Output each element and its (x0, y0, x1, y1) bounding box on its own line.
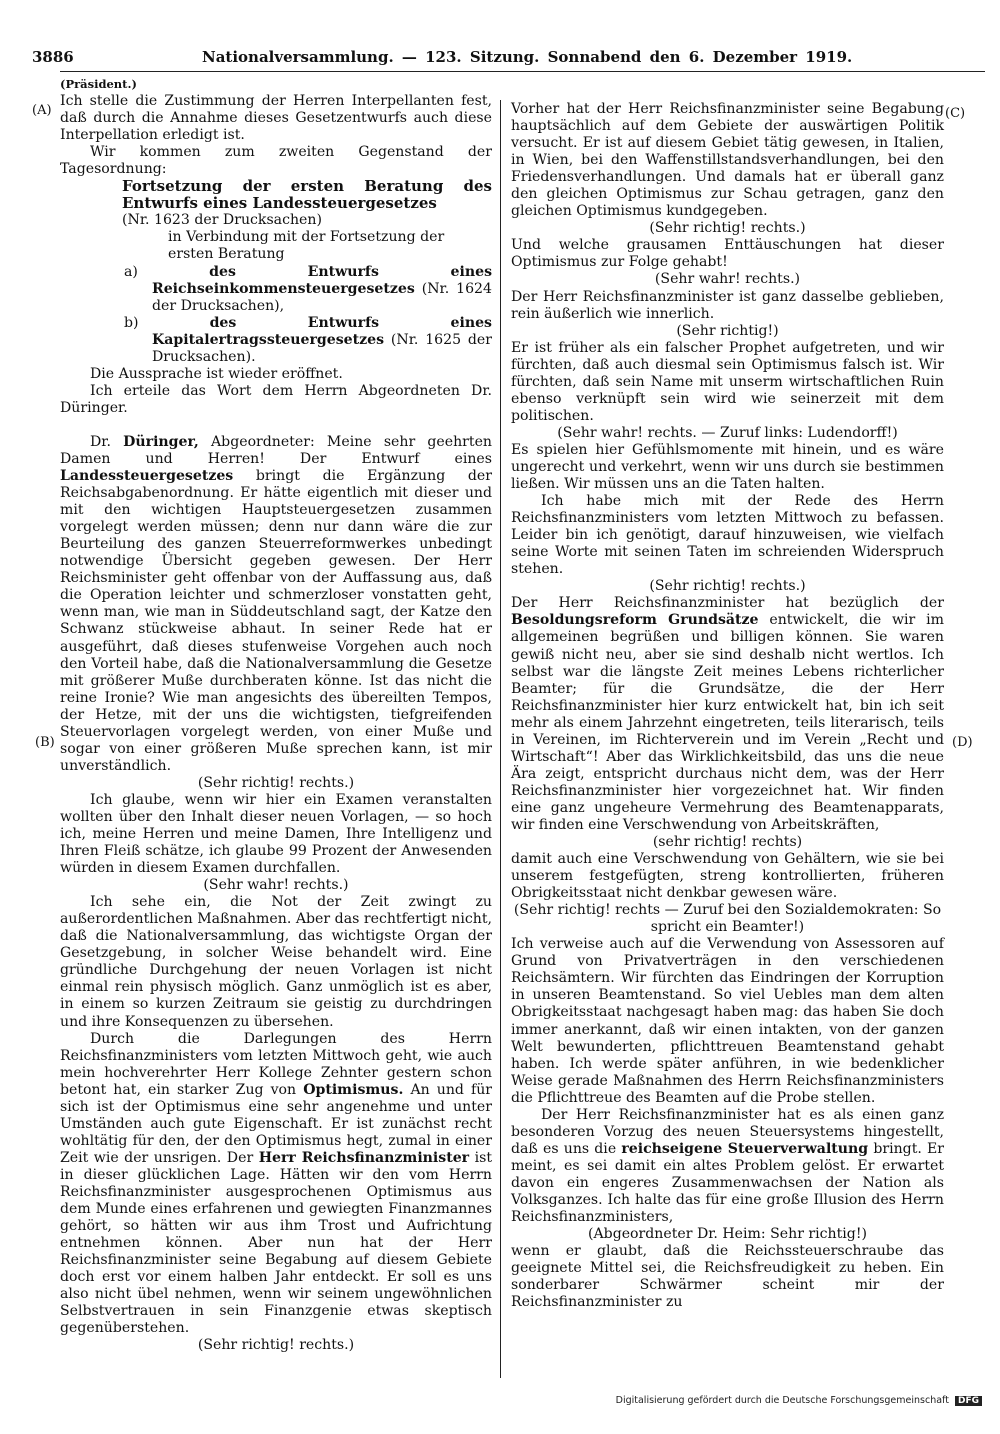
item-label: a) (124, 263, 138, 280)
text: Der Herr Reichsfinanzminister hat bezüglich der (511, 595, 944, 612)
interjection: (Sehr wahr! rechts. — Zuruf links: Ludendorff!) (557, 424, 898, 441)
paragraph (511, 595, 944, 834)
paragraph: Und welche grausamen Enttäuschungen hat dieser Optimismus zur Folge gehabt! (511, 237, 944, 271)
paragraph: Die Aussprache ist wieder eröffnet. (90, 365, 343, 382)
speaker-prefix: Dr. (90, 433, 111, 450)
paragraph: Ich erteile das Wort dem Herrn Abgeordneten Dr. Düringer. (60, 382, 492, 416)
footer-text: Digitalisierung gefördert durch die Deutsche Forschungsgemeinschaft (615, 1395, 949, 1406)
paragraph: damit auch eine Verschwendung von Gehältern, wie sie bei unserem festgefügten, streng kontrollierten, früheren Obrigkeitsstaat nicht denkbar gewesen wäre. (511, 851, 944, 902)
right-column (511, 101, 944, 1311)
speaker-tag: (Präsident.) (60, 77, 137, 91)
text-emphasis: Landessteuergesetzes (60, 468, 234, 485)
item-reference: (Nr. 1624 der Drucksachen), (152, 280, 492, 314)
left-column (60, 76, 492, 1354)
text: ist in dieser glücklichen Lage. Hätten wir den vom Herrn Reichsfinanzminister ausgesprochenen Optimismus aus dem Munde eines erfahrenen und gewiegten Finanzmannes gehört, so hätten wir aus ihm Trost und Aufrichtung entnehmen können. Aber nun hat der Herr Reichsfinanzminister seine Begabung auf diesem Gebiete doch erst vor einem halben Jahr entdeckt. Er soll es uns also nicht übel nehmen, wenn wir seinem ungewöhnlichen Selbstvertrauen in sein Finanzgenie etwas skeptisch gegenüberstehen. (60, 1149, 493, 1337)
page-title: Nationalversammlung. — 123. Sitzung. Sonnabend den 6. Dezember 1919. (202, 48, 853, 66)
interjection: (Sehr wahr! rechts.) (203, 877, 349, 894)
dfg-logo: DFG (955, 1396, 982, 1406)
speaker-name: Düringer, (123, 433, 199, 450)
paragraph: Er ist früher als ein falscher Prophet aufgetreten, und wir fürchten, daß auch diesmal sein Optimismus falsch ist. Wir fürchten, daß sein Name mit unserm wirtschaftlichen Ruin ebenso verknüpft sein wird wie seinerzeit mit dem politischen. (511, 339, 944, 424)
column-divider (500, 100, 501, 1378)
text: Durch die Darlegungen des Herrn Reichsfinanzministers vom letzten Mittwoch geht, wie auch mein hochverehrter Herr Kollege Zehnter gestern schon betont hat, ein starker Zug von (60, 1030, 492, 1098)
text: Meine sehr geehrten Damen und Herren! Der Entwurf eines (60, 433, 492, 467)
paragraph: Ich glaube, wenn wir hier ein Examen veranstalten wollten über den Inhalt dieser neuen Vorlagen, — so hoch ich, meine Herren und meine Damen, Ihre Intelligenz und Ihren Fleiß schätze, ich glaube 99 Prozent der Anwesenden würden in diesem Examen durchfallen. (60, 791, 492, 877)
text-emphasis: Optimismus. (303, 1081, 404, 1098)
paragraph: Ich verweise auch auf die Verwendung von Assessoren auf Grund von Privatverträgen in den verschiedenen Reichsämtern. Wir fürchten das Eindringen der Korruption in unseren Beamtenstand. So viel Uebles man dem alten Obrigkeitsstaat nachgesagt haben mag: das haben Sie doch immer anerkannt, daß wir einen intakten, von der ganzen Welt bewunderten, pflichttreuen Beamtenstand gehabt haben. Ich werde später anführen, in wie bedenklicher Weise gerade Maßnahmen des Herrn Reichsfinanzministers die Pflichttreue des Beamten auf die Probe stellen. (511, 936, 944, 1106)
paragraph: wenn er glaubt, daß die Reichssteuerschraube das geeignete Mittel sei, die Reichsfreudigkeit zu heben. Ein sonderbarer Schwärmer scheint mir der Reichsfinanzminister zu (511, 1243, 944, 1311)
text: An und für sich ist der Optimismus eine sehr angenehme und unter Umständen auch gute Eigenschaft. Er ist zunächst recht wohltätig für den, der den Optimismus hegt, zumal in einer Zeit wie der unsrigen. Der (60, 1081, 493, 1166)
paragraph: Wir kommen zum zweiten Gegenstand der Tagesordnung: (60, 144, 492, 178)
item-label: b) (124, 314, 139, 331)
speech-paragraph (60, 434, 492, 775)
interjection: (Sehr richtig! rechts — Zuruf bei den Sozialdemokraten: So spricht ein Beamter!) (513, 902, 942, 936)
page-header (32, 48, 982, 70)
item-reference: (Nr. 1625 der Drucksachen). (152, 331, 492, 365)
footer (616, 1395, 982, 1406)
text: bringt. Er meint, es sei damit ein altes Problem gelöst. Er erwartet davon ein engeres Zusammenwachsen der Nation als Volksganzes. Ich halte das für eine große Illusion des Herrn Reichsfinanzministers, (511, 1140, 945, 1226)
interjection: (Sehr wahr! rechts.) (654, 271, 801, 288)
text: entwickelt, die wir im allgemeinen begrüßen und billigen können. Sie waren gewiß nicht neu, aber sie sind deshalb nicht wertlos. Ich selbst war die längste Zeit meines Lebens richterlicher Beamter; für die Grundsätze, die der Herr Reichsfinanzminister hier kurz entwickelt hat, bin ich seit mehr als einem Jahrzehnt eingetreten, teils literarisch, teils in Vereinen, im Richterverein und im Verein „Recht und Wirtschaft“! Aber das Wirklichkeitsbild, das uns die neue Ära zeigt, entspricht durchaus nicht dem, was der Herr Reichsfinanzminister hier vorgezeichnet hat. Wir finden eine ganz ungeheure Vermehrung des Beamtenapparats, wir finden eine Verschwendung von Arbeitskräften, (511, 612, 945, 833)
interjection: (Sehr richtig! rechts.) (649, 220, 806, 237)
agenda-item-a (60, 264, 492, 315)
text-emphasis: Herr Reichsfinanzminister (258, 1149, 470, 1166)
header-rule (60, 71, 985, 72)
agenda-connector: in Verbindung mit der Fortsetzung der ersten Beratung (168, 229, 445, 263)
interjection: (Sehr richtig! rechts.) (197, 774, 355, 791)
agenda-item-b (60, 315, 492, 366)
interjection: (Sehr richtig!) (676, 322, 779, 339)
agenda-title: Fortsetzung der ersten Beratung des Entwurfs eines Landessteuergesetzes (122, 177, 492, 213)
text-emphasis: reichseigene Steuerverwaltung (621, 1140, 869, 1157)
paragraph: Vorher hat der Herr Reichsfinanzminister seine Begabung hauptsächlich auf dem Gebiete der auswärtigen Politik versucht. Er ist auf diesem Gebiet tätig gewesen, in Italien, in Wien, bei den Waffenstillstandsverhandlungen, bei den Friedensverhandlungen. Und damals hat er überall ganz den gleichen Optimismus zur Schau getragen, ganz den gleichen Optimismus kundgegeben. (511, 101, 944, 220)
paragraph: Ich stelle die Zustimmung der Herren Interpellanten fest, daß durch die Annahme dieses Gesetzentwurfs auch diese Interpellation erledigt ist. (60, 93, 492, 144)
paragraph: Es spielen hier Gefühlsmomente mit hinein, und es wäre ungerecht und verkehrt, wenn wir uns durch sie bestimmen ließen. Wir müssen uns an die Taten halten. (511, 441, 944, 493)
page-number: 3886 (32, 48, 74, 66)
paragraph: Der Herr Reichsfinanzminister ist ganz dasselbe geblieben, rein äußerlich wie innerlich. (511, 288, 944, 322)
paragraph: Ich sehe ein, die Not der Zeit zwingt zu außerordentlichen Maßnahmen. Aber das rechtfertigt nicht, daß die Nationalversammlung, das wichtigste Organ der Gesetzgebung, in solcher Weise behandelt wird. Eine gründliche Durchgehung der neuen Vorlagen ist nicht einmal rein physisch möglich. Ganz unmöglich ist es aber, in einem so kurzen Zeitraum sie geistig zu durchdringen und ihre Konsequenzen zu übersehen. (60, 894, 492, 1030)
text-emphasis: Besoldungsreform Grundsätze (511, 612, 759, 629)
margin-marker-b: (B) (35, 735, 55, 750)
interjection: (Sehr richtig! rechts.) (649, 578, 806, 595)
paragraph (60, 1031, 492, 1338)
paragraph: Ich habe mich mit der Rede des Herrn Reichsfinanzministers vom letzten Mittwoch zu befassen. Leider bin ich genötigt, darauf hinzuweisen, wie vielfach seine Worte mit seinen Taten im schreienden Widerspruch stehen. (511, 493, 944, 578)
text: Der Herr Reichsfinanzminister hat es als einen ganz besonderen Vorzug des neuen Steuersystems hingestellt, daß es uns die (511, 1106, 944, 1157)
item-title: des Entwurfs eines Reichseinkommensteuergesetzes (152, 263, 493, 297)
margin-marker-a: (A) (32, 103, 52, 118)
interjection: (Abgeordneter Dr. Heim: Sehr richtig!) (588, 1226, 867, 1243)
margin-marker-d: (D) (952, 735, 973, 750)
text: bringt die Ergänzung der Reichsabgabenordnung. Er hätte eigentlich mit dieser und mit den wichtigen Hauptsteuergesetzen zusammen vorgelegt werden müssen; denn nur dann wäre die zur Beurteilung des ganzen Steuerreformwerkes unbedingt notwendige Übersicht gegeben gewesen. Der Herr Reichsminister geht offenbar von der Auffassung aus, daß die Operation leichter und schmerzloser vonstatten geht, wenn man, wie man in Süddeutschland sagt, der Katze den Schwanz stückweise abhaut. In seiner Rede hat er ausgeführt, daß dieses stufenweise Vorgehen auch noch den Vorteil habe, daß die Nationalversammlung die Gesetze mit größerer Muße durchberaten könne. Ist das nicht die reine Ironie? Wie man angesichts des übereilten Tempos, der Hetze, mit der uns die wichtigsten, tiefgreifenden Steuervorlagen vorgelegt werden, von einer Muße und sogar von einer größeren Muße sprechen kann, ist mir unverständlich. (60, 468, 492, 774)
paragraph (511, 1107, 944, 1226)
interjection: (sehr richtig! rechts) (652, 834, 803, 851)
speaker-role: Abgeordneter: (211, 433, 315, 450)
interjection: (Sehr richtig! rechts.) (197, 1337, 355, 1354)
agenda-reference: (Nr. 1623 der Drucksachen) (122, 212, 322, 229)
item-title: des Entwurfs eines Kapitalertragssteuergesetzes (152, 314, 492, 348)
margin-marker-c: (C) (945, 106, 966, 121)
